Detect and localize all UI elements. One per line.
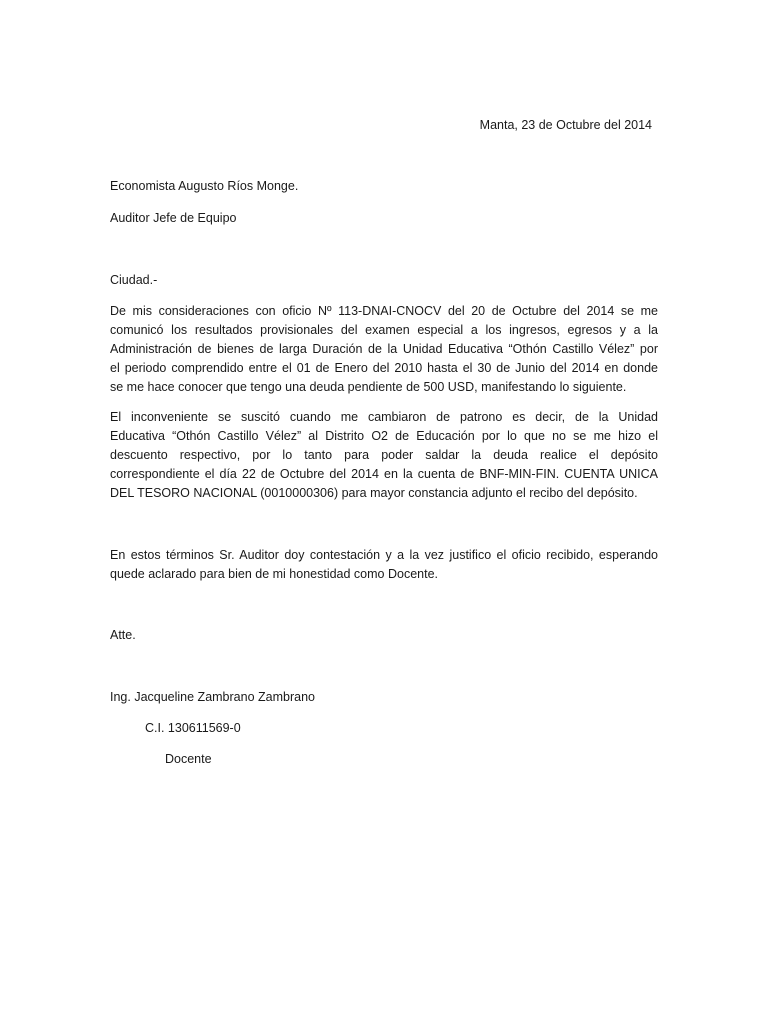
recipient-name: Economista Augusto Ríos Monge. — [110, 179, 299, 193]
paragraph-line: comunicó los resultados provisionales del examen especial a los ingresos, egresos y a la — [110, 323, 658, 337]
paragraph-line: correspondiente el día 22 de Octubre del 2014 en la cuenta de BNF-MIN-FIN. CUENTA UNICA — [110, 467, 658, 481]
paragraph-line: el periodo comprendido entre el 01 de Enero del 2010 hasta el 30 de Junio del 2014 en donde — [110, 361, 658, 375]
paragraph-line: DEL TESORO NACIONAL (0010000306) para mayor constancia adjunto el recibo del depósito. — [110, 486, 638, 500]
paragraph-line: Administración de bienes de larga Duración de la Unidad Educativa “Othón Castillo Vélez” por — [110, 342, 658, 356]
signer-name: Ing. Jacqueline Zambrano Zambrano — [110, 690, 315, 704]
closing: Atte. — [110, 628, 136, 642]
recipient-title: Auditor Jefe de Equipo — [110, 211, 237, 225]
paragraph-explanation — [110, 408, 658, 503]
paragraph-line: quede aclarado para bien de mi honestidad como Docente. — [110, 567, 438, 581]
paragraph-line: En estos términos Sr. Auditor doy contestación y a la vez justifico el oficio recibido, esperando — [110, 548, 658, 562]
signer-id: C.I. 130611569-0 — [145, 721, 241, 735]
paragraph-notification — [110, 302, 658, 397]
paragraph-line: se me hace conocer que tengo una deuda pendiente de 500 USD, manifestando lo siguiente. — [110, 380, 627, 394]
city-salutation: Ciudad.- — [110, 273, 158, 287]
paragraph-line: Educativa “Othón Castillo Vélez” al Distrito O2 de Educación por lo que no se me hizo el — [110, 429, 658, 443]
paragraph-line: descuento respectivo, por lo tanto para poder saldar la deuda realice el depósito — [110, 448, 658, 462]
paragraph-line: De mis consideraciones con oficio Nº 113-DNAI-CNOCV del 20 de Octubre del 2014 se me — [110, 304, 658, 318]
paragraph-line: El inconveniente se suscitó cuando me cambiaron de patrono es decir, de la Unidad — [110, 410, 658, 424]
signer-role: Docente — [165, 752, 212, 766]
letter-date: Manta, 23 de Octubre del 2014 — [479, 118, 652, 132]
paragraph-conclusion — [110, 546, 658, 584]
